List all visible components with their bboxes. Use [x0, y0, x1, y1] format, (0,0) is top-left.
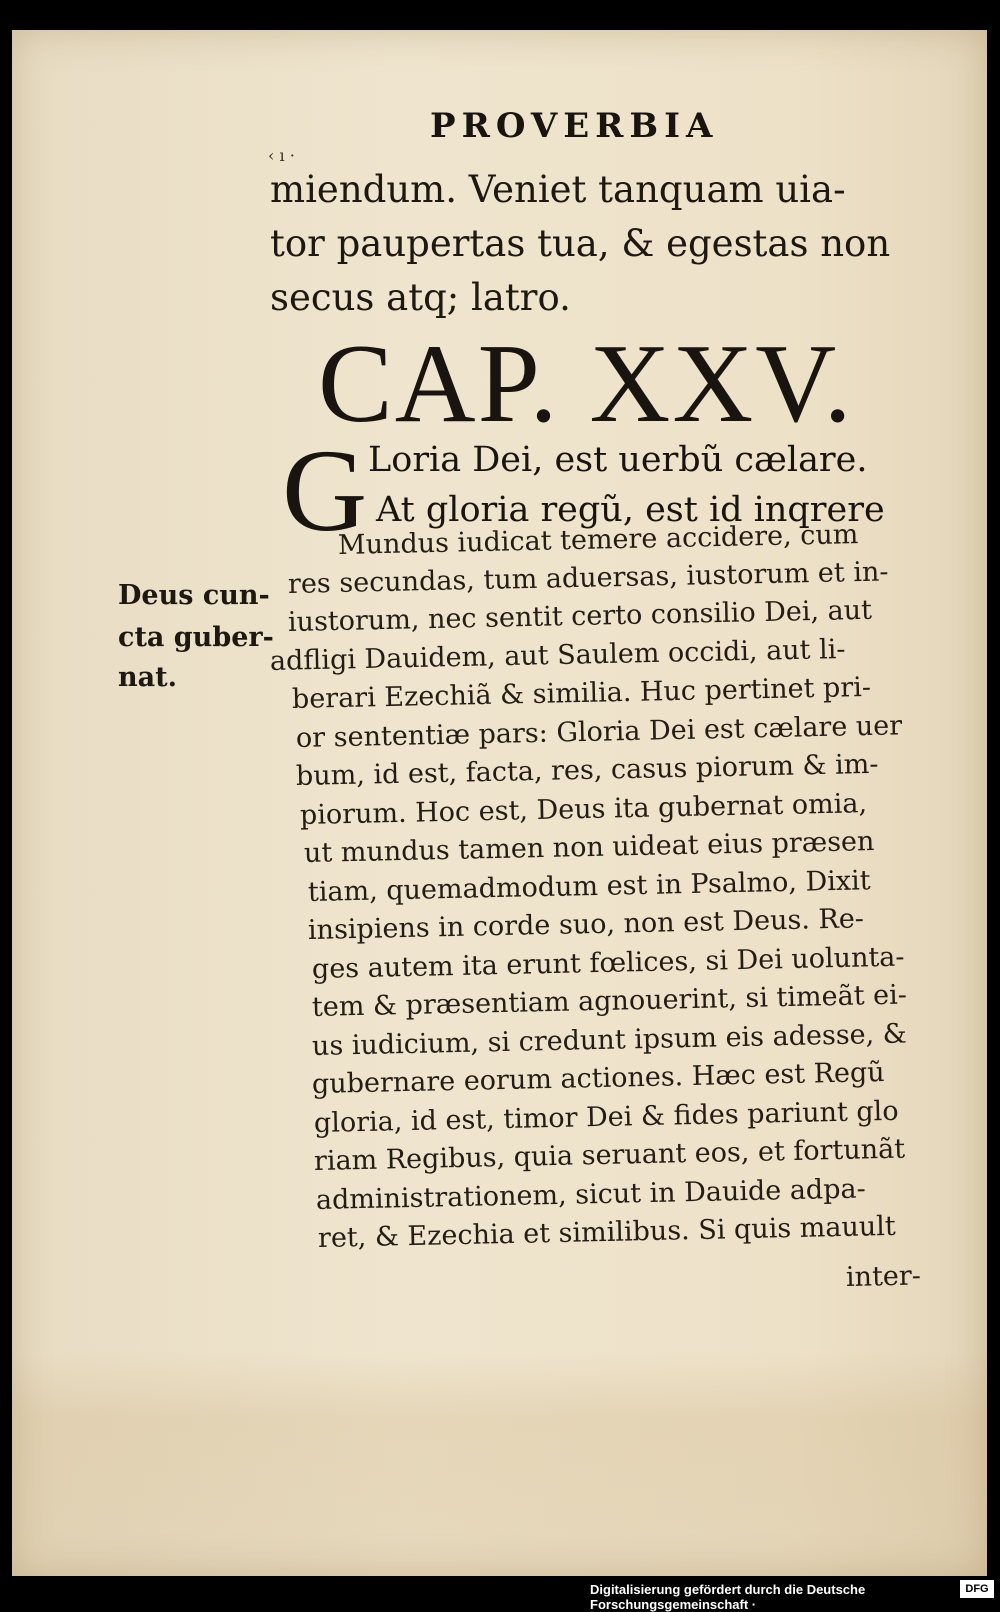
verse-line: Loria Dei, est uerbũ cælare. [368, 440, 868, 480]
body-text-line: adfligi Dauidem, aut Saulem occidi, aut li- [269, 633, 846, 677]
body-text-line: ges autem ita erunt fœlices, si Dei uolunta- [311, 941, 905, 985]
verse-line: At gloria regũ, est id inqrere [376, 490, 885, 530]
body-text-line: gubernare eorum actiones. Hæc est Regũ [311, 1057, 885, 1100]
body-text-line: tem & præsentiam agnouerint, si timeãt ei- [311, 979, 908, 1023]
running-title: PROVERBIA [430, 106, 719, 146]
body-text-line: insipiens in corde suo, non est Deus. Re- [307, 903, 865, 946]
folio-mark: ‹ ı · [268, 146, 295, 165]
body-text-line: ret, & Ezechia et similibus. Si quis mauult [317, 1210, 896, 1254]
chapter-heading: CAP. XXV. [318, 322, 854, 446]
body-text-line: inter- [845, 1259, 922, 1293]
body-text-line: ut mundus tamen non uideat eius præsen [303, 826, 875, 869]
dfg-logo: DFG [960, 1580, 994, 1598]
footer-credit: Digitalisierung gefördert durch die Deutsche Forschungsgemeinschaft · [590, 1582, 866, 1612]
body-text-line: tiam, quemadmodum est in Psalmo, Dixit [307, 864, 871, 908]
body-text-line: administrationem, sicut in Dauide adpa- [315, 1172, 866, 1216]
marginal-note-line: cta guber- [118, 622, 274, 653]
body-text-line: Mundus iudicat temere accidere, cum [337, 519, 859, 561]
water-stain [12, 1350, 987, 1576]
body-text-line: res secundas, tum aduersas, iustorum et in- [287, 555, 889, 600]
body-text-line: us iudicium, si credunt ipsum eis adesse, & [311, 1018, 908, 1062]
body-text-line: riam Regibus, quia seruant eos, et fortunãt [313, 1133, 906, 1177]
body-text-line: piorum. Hoc est, Deus ita gubernat omia, [299, 787, 868, 831]
body-text-line: berari Ezechiã & similia. Huc pertinet pri- [291, 671, 872, 715]
text-line: miendum. Veniet tanquam uia- [270, 168, 846, 211]
body-text-line: iustorum, nec sentit certo consilio Dei, aut [287, 594, 873, 638]
body-text-line: bum, id est, facta, res, casus piorum & im- [295, 748, 879, 792]
text-line: secus atq; latro. [270, 276, 571, 319]
text-line: tor paupertas tua, & egestas non [270, 222, 891, 265]
body-text-line: gloria, id est, timor Dei & fides pariunt glo [313, 1095, 899, 1139]
marginal-note-line: Deus cun- [118, 580, 270, 611]
marginal-note-line: nat. [118, 662, 177, 693]
drop-initial: G [282, 425, 368, 556]
body-text-line: or sententiæ pars: Gloria Dei est cælare uer [295, 709, 903, 754]
